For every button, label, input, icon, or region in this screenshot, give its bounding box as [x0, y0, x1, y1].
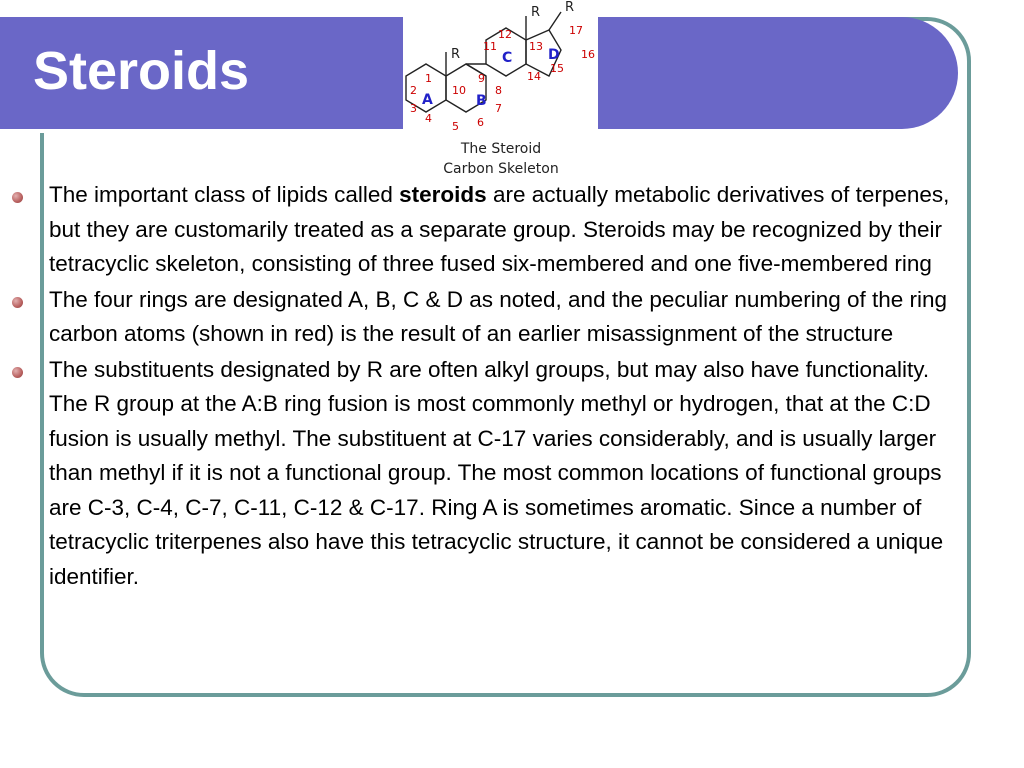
atom-number: 12 [498, 28, 512, 41]
atom-number: 4 [425, 112, 432, 125]
ring-letter-d: D [548, 47, 560, 63]
atom-number: 15 [550, 62, 564, 75]
atom-number: 10 [452, 84, 466, 97]
atom-number: 17 [569, 24, 583, 37]
bond-r-17 [549, 12, 561, 30]
atom-number: 13 [529, 40, 543, 53]
bullet-text: The substituents designated by R are often alkyl groups, but may also have functionality. The R group at the A:B ring fusion is most commonly methyl or hydrogen, that at the C:D fusion is usually methyl. The substituent at C-17 varies considerably, and is usually larger than methyl if it is not a functional group. The most common locations of functional groups are C-3, C-4, C-7, C-11, C-12 & C-17. Ring A is sometimes aromatic. Since a number of tetracyclic triterpenes also have this tetracyclic structure, it cannot be considered a unique identifier. [49, 356, 944, 589]
steroid-skeleton-diagram [403, 0, 598, 178]
substituent-r-17: R [565, 0, 575, 15]
figure-caption [443, 141, 558, 177]
steroid-skeleton-figure [403, 0, 598, 178]
bullet-text: The four rings are designated A, B, C & D as noted, and the peculiar numbering of the ring carbon atoms (shown in red) is the result of an earlier misassignment of the structure [49, 286, 948, 346]
atom-number: 8 [495, 84, 502, 97]
ring-letter-b: B [476, 93, 487, 109]
atom-number: 9 [478, 72, 485, 85]
bullet-item [12, 353, 970, 595]
bullet-text-before: The important class of lipids called [49, 182, 400, 207]
bullet-dot-icon [12, 297, 23, 308]
bullet-item [12, 178, 970, 282]
atom-number: 16 [581, 48, 595, 61]
caption-line2: Carbon Skeleton [443, 161, 559, 177]
substituent-r-13: R [531, 5, 541, 20]
bullet-item [12, 283, 970, 352]
atom-number: 7 [495, 102, 502, 115]
atom-number: 6 [477, 116, 484, 129]
atom-numbers [410, 24, 595, 133]
bullet-text-after: are actually metabolic derivatives of terpenes, but they are customarily treated as a separate group. Steroids may be recognized by their tetracyclic skeleton, consisting of three fused six-membered and one five-membered ring [49, 182, 950, 276]
ring-letter-a: A [422, 92, 433, 108]
bullet-dot-icon [12, 192, 23, 203]
atom-number: 1 [425, 72, 432, 85]
bullet-list [12, 178, 970, 595]
ring-letter-c: C [502, 50, 513, 66]
slide-title: Steroids [33, 41, 250, 101]
atom-number: 14 [527, 70, 541, 83]
substituent-r-10: R [451, 47, 461, 62]
bullet-text-bold: steroids [399, 182, 487, 207]
atom-number: 5 [452, 120, 459, 133]
atom-number: 2 [410, 84, 417, 97]
atom-number: 3 [410, 102, 417, 115]
caption-line1: The Steroid [460, 141, 542, 157]
bullet-dot-icon [12, 367, 23, 378]
atom-number: 11 [483, 40, 497, 53]
